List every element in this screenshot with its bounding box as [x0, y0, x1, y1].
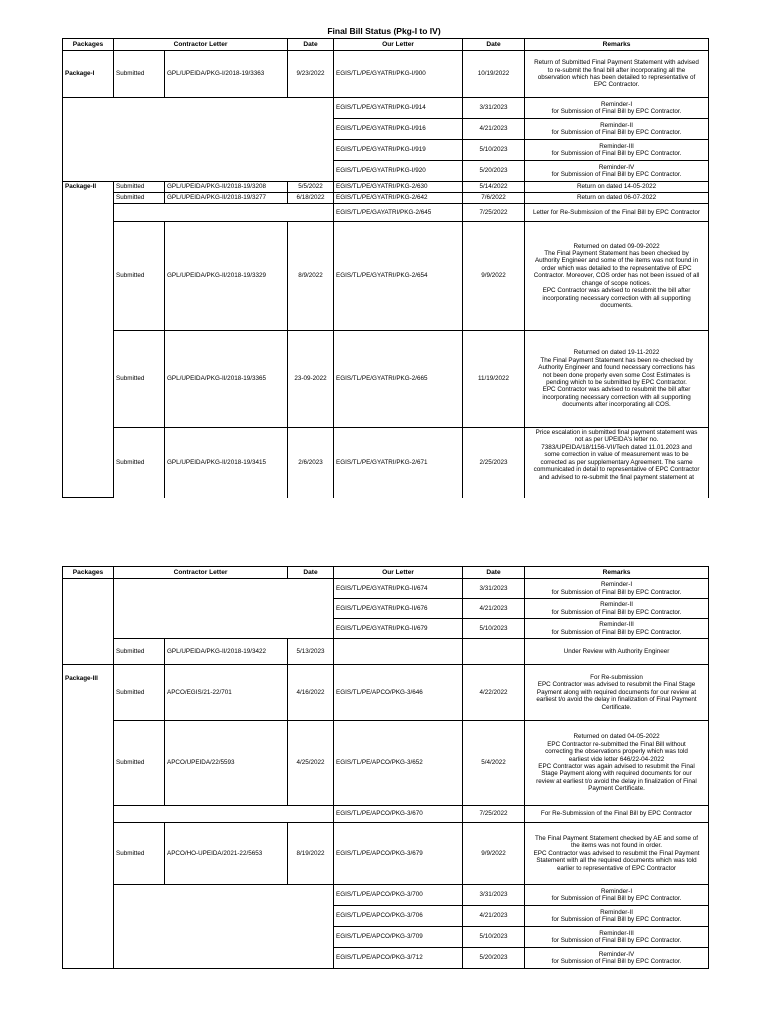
header-remarks: Remarks — [525, 567, 709, 579]
header-date: Date — [288, 39, 334, 51]
table-row — [63, 823, 709, 885]
header-date: Date — [288, 567, 334, 579]
table-row — [63, 721, 709, 806]
our-date-cell: 11/19/2022 — [463, 331, 525, 428]
status-cell: Submitted — [114, 193, 165, 204]
our-letter-cell: EGIS/TL/PE/GYATRI/PKG-2/654 — [334, 222, 463, 331]
remarks-cell: Reminder-I for Submission of Final Bill by EPC Contractor. — [525, 98, 709, 119]
our-date-cell — [463, 639, 525, 665]
remarks-cell: The Final Payment Statement checked by AE and some of the items was not found in order. EPC Contractor was advised to resubmit the Final Payment Statement with all the required documents which was told earlier to representative of EPC Contractor — [525, 823, 709, 885]
empty-cell — [63, 98, 334, 182]
empty-cell — [63, 579, 114, 665]
date-cell: 2/6/2023 — [288, 428, 334, 498]
package-label: Package-I — [63, 51, 114, 98]
status-cell: Submitted — [114, 721, 165, 806]
table-row — [63, 885, 709, 906]
date-cell: 4/25/2022 — [288, 721, 334, 806]
our-date-cell: 7/6/2022 — [463, 193, 525, 204]
header-packages: Packages — [63, 39, 114, 51]
contractor-letter-cell: APCO/UPEIDA/22/5593 — [165, 721, 288, 806]
our-letter-cell: EGIS/TL/PE/GYATRI/PKG-I/919 — [334, 140, 463, 161]
our-letter-cell: EGIS/TL/PE/APCO/PKG-3/670 — [334, 806, 463, 823]
remarks-cell: Reminder-II for Submission of Final Bill by EPC Contractor. — [525, 599, 709, 619]
our-date-cell: 10/19/2022 — [463, 51, 525, 98]
table-row — [63, 806, 709, 823]
our-date-cell: 5/4/2022 — [463, 721, 525, 806]
our-letter-cell: EGIS/TL/PE/GYATRI/PKG-II/679 — [334, 619, 463, 639]
empty-cell — [114, 806, 334, 823]
table-row — [63, 331, 709, 428]
table-row — [63, 193, 709, 204]
contractor-letter-cell: GPL/UPEIDA/PKG-II/2018-19/3277 — [165, 193, 288, 204]
contractor-letter-cell: APCO/EGIS/21-22/701 — [165, 665, 288, 721]
header-our-letter: Our Letter — [334, 567, 463, 579]
remarks-cell: Price escalation in submitted final payment statement was not as per UPEIDA's letter no. 7383/UPEIDA/18/1156-VII/Tech dated 11.01.2023 and some correction in value of measurement was to be corrected as per supplementary Agreement. The same communicated in detail to representative of EPC Contractor and advised to re-submit the final payment statement at — [525, 428, 709, 498]
remarks-cell: Reminder-III for Submission of Final Bill by EPC Contractor. — [525, 140, 709, 161]
our-date-cell: 7/25/2022 — [463, 204, 525, 222]
table-row — [63, 665, 709, 721]
header-our-letter: Our Letter — [334, 39, 463, 51]
remarks-cell: Returned on dated 19-11-2022 The Final Payment Statement has been re-checked by Authority Engineer and found necessary corrections has not been done properly even some Cost Estimates is pending which to be submitted by EPC Contractor. EPC Contractor was advised to resubmit the bill after incorporating necessary correction with all supporting documents after incorporating all COS. — [525, 331, 709, 428]
our-letter-cell: EGIS/TL/PE/GYATRI/PKG-2/630 — [334, 182, 463, 193]
our-letter-cell: EGIS/TL/PE/APCO/PKG-3/700 — [334, 885, 463, 906]
table-row — [63, 182, 709, 193]
status-cell: Submitted — [114, 222, 165, 331]
header-contractor-letter: Contractor Letter — [114, 567, 288, 579]
table-row — [63, 98, 709, 119]
remarks-cell: For Re-submission EPC Contractor was advised to resubmit the Final Stage Payment along with required documents for our review at earliest t/o avoid the delay in finalization of Final Payment Certificate. — [525, 665, 709, 721]
remarks-cell: Letter for Re-Submission of the Final Bill by EPC Contractor — [525, 204, 709, 222]
our-date-cell: 2/25/2023 — [463, 428, 525, 498]
remarks-cell: Reminder-I for Submission of Final Bill by EPC Contractor. — [525, 885, 709, 906]
our-letter-cell: EGIS/TL/PE/GYATRI/PKG-II/676 — [334, 599, 463, 619]
header-packages: Packages — [63, 567, 114, 579]
header-row — [63, 39, 709, 51]
final-bill-table-1 — [62, 38, 709, 498]
our-date-cell: 3/31/2023 — [463, 98, 525, 119]
contractor-letter-cell: GPL/UPEIDA/PKG-II/2018-19/3329 — [165, 222, 288, 331]
date-cell: 6/18/2022 — [288, 193, 334, 204]
our-date-cell: 3/31/2023 — [463, 885, 525, 906]
our-letter-cell — [334, 639, 463, 665]
table-row — [63, 204, 709, 222]
contractor-letter-cell: GPL/UPEIDA/PKG-II/2018-19/3422 — [165, 639, 288, 665]
final-bill-table-2 — [62, 566, 709, 969]
package-label: Package-II — [63, 182, 114, 498]
empty-cell — [114, 885, 334, 969]
our-date-cell: 5/10/2023 — [463, 927, 525, 948]
date-cell: 23-09-2022 — [288, 331, 334, 428]
table-row — [63, 51, 709, 98]
our-date-cell: 5/20/2023 — [463, 948, 525, 969]
our-letter-cell: EGIS/TL/PE/GYATRI/PKG-I/920 — [334, 161, 463, 182]
contractor-letter-cell: APCO/HO-UPEIDA/2021-22/5653 — [165, 823, 288, 885]
remarks-cell: Reminder-II for Submission of Final Bill by EPC Contractor. — [525, 906, 709, 927]
status-cell: Submitted — [114, 51, 165, 98]
status-cell: Submitted — [114, 182, 165, 193]
our-date-cell: 5/10/2023 — [463, 619, 525, 639]
our-letter-cell: EGIS/TL/PE/APCO/PKG-3/652 — [334, 721, 463, 806]
our-letter-cell: EGIS/TL/PE/APCO/PKG-3/706 — [334, 906, 463, 927]
our-letter-cell: EGIS/TL/PE/APCO/PKG-3/712 — [334, 948, 463, 969]
date-cell: 5/5/2022 — [288, 182, 334, 193]
our-letter-cell: EGIS/TL/PE/GYATRI/PKG-I/900 — [334, 51, 463, 98]
date-cell: 9/23/2022 — [288, 51, 334, 98]
header-our-date: Date — [463, 39, 525, 51]
our-letter-cell: EGIS/TL/PE/GAYATRI/PKG-2/645 — [334, 204, 463, 222]
remarks-cell: Reminder-II for Submission of Final Bill by EPC Contractor. — [525, 119, 709, 140]
contractor-letter-cell: GPL/UPEIDA/PKG-II/2018-19/3365 — [165, 331, 288, 428]
our-letter-cell: EGIS/TL/PE/GYATRI/PKG-II/674 — [334, 579, 463, 599]
date-cell: 5/13/2023 — [288, 639, 334, 665]
our-letter-cell: EGIS/TL/PE/APCO/PKG-3/646 — [334, 665, 463, 721]
remarks-cell: Returned on dated 09-09-2022 The Final Payment Statement has been checked by Authority Engineer and some of the items was not found in order which was detailed to the representative of EPC Contractor. Moreover, COS order has not been issued of all change of scope notices. EPC Contractor was advised to resubmit the bill after incorporating necessary correction with all supporting documents. — [525, 222, 709, 331]
empty-cell — [114, 204, 334, 222]
document-title: Final Bill Status (Pkg-I to IV) — [327, 26, 441, 36]
header-remarks: Remarks — [525, 39, 709, 51]
our-letter-cell: EGIS/TL/PE/GYATRI/PKG-2/671 — [334, 428, 463, 498]
our-date-cell: 4/22/2022 — [463, 665, 525, 721]
our-date-cell: 5/14/2022 — [463, 182, 525, 193]
our-date-cell: 9/9/2022 — [463, 222, 525, 331]
remarks-cell: For Re-Submission of the Final Bill by EPC Contractor — [525, 806, 709, 823]
contractor-letter-cell: GPL/UPEIDA/PKG-II/2018-19/3415 — [165, 428, 288, 498]
remarks-cell: Return on dated 14-05-2022 — [525, 182, 709, 193]
date-cell: 4/16/2022 — [288, 665, 334, 721]
status-cell: Submitted — [114, 428, 165, 498]
date-cell: 8/19/2022 — [288, 823, 334, 885]
our-date-cell: 4/21/2023 — [463, 119, 525, 140]
remarks-cell: Reminder-I for Submission of Final Bill by EPC Contractor. — [525, 579, 709, 599]
table-row — [63, 579, 709, 599]
our-letter-cell: EGIS/TL/PE/GYATRI/PKG-I/914 — [334, 98, 463, 119]
our-date-cell: 4/21/2023 — [463, 599, 525, 619]
our-date-cell: 5/20/2023 — [463, 161, 525, 182]
table-row — [63, 428, 709, 498]
remarks-cell: Reminder-III for Submission of Final Bill by EPC Contractor. — [525, 619, 709, 639]
remarks-cell: Reminder-IV for Submission of Final Bill by EPC Contractor. — [525, 161, 709, 182]
remarks-cell: Returned on dated 04-05-2022 EPC Contractor re-submitted the Final Bill without correcting the observations properly which was told earliest vide letter 646/22-04-2022 EPC Contractor was again advised to resubmit the Final Stage Payment along with required documents for our review at earliest t/o avoid the delay in finalization of Final Payment Certificate. — [525, 721, 709, 806]
status-cell: Submitted — [114, 331, 165, 428]
remarks-cell: Return of Submitted Final Payment Statement with advised to re-submit the final bill after incorporating all the observation which has been detailed to representative of EPC Contractor. — [525, 51, 709, 98]
our-date-cell: 3/31/2023 — [463, 579, 525, 599]
contractor-letter-cell: GPL/UPEIDA/PKG-I/2018-19/3363 — [165, 51, 288, 98]
package-label: Package-III — [63, 665, 114, 969]
our-date-cell: 7/25/2022 — [463, 806, 525, 823]
header-contractor-letter: Contractor Letter — [114, 39, 288, 51]
our-letter-cell: EGIS/TL/PE/GYATRI/PKG-I/916 — [334, 119, 463, 140]
date-cell: 8/9/2022 — [288, 222, 334, 331]
remarks-cell: Return on dated 06-07-2022 — [525, 193, 709, 204]
table-row — [63, 222, 709, 331]
header-our-date: Date — [463, 567, 525, 579]
our-date-cell: 4/21/2023 — [463, 906, 525, 927]
header-row — [63, 567, 709, 579]
our-letter-cell: EGIS/TL/PE/GYATRI/PKG-2/642 — [334, 193, 463, 204]
our-date-cell: 5/10/2023 — [463, 140, 525, 161]
status-cell: Submitted — [114, 639, 165, 665]
our-letter-cell: EGIS/TL/PE/APCO/PKG-3/679 — [334, 823, 463, 885]
contractor-letter-cell: GPL/UPEIDA/PKG-II/2018-19/3208 — [165, 182, 288, 193]
status-cell: Submitted — [114, 665, 165, 721]
table-row — [63, 639, 709, 665]
our-date-cell: 9/9/2022 — [463, 823, 525, 885]
remarks-cell: Under Review with Authority Engineer — [525, 639, 709, 665]
status-cell: Submitted — [114, 823, 165, 885]
empty-cell — [114, 579, 334, 639]
our-letter-cell: EGIS/TL/PE/APCO/PKG-3/709 — [334, 927, 463, 948]
remarks-cell: Reminder-III for Submission of Final Bill by EPC Contractor. — [525, 927, 709, 948]
remarks-cell: Reminder-IV for Submission of Final Bill by EPC Contractor. — [525, 948, 709, 969]
our-letter-cell: EGIS/TL/PE/GYATRI/PKG-2/665 — [334, 331, 463, 428]
